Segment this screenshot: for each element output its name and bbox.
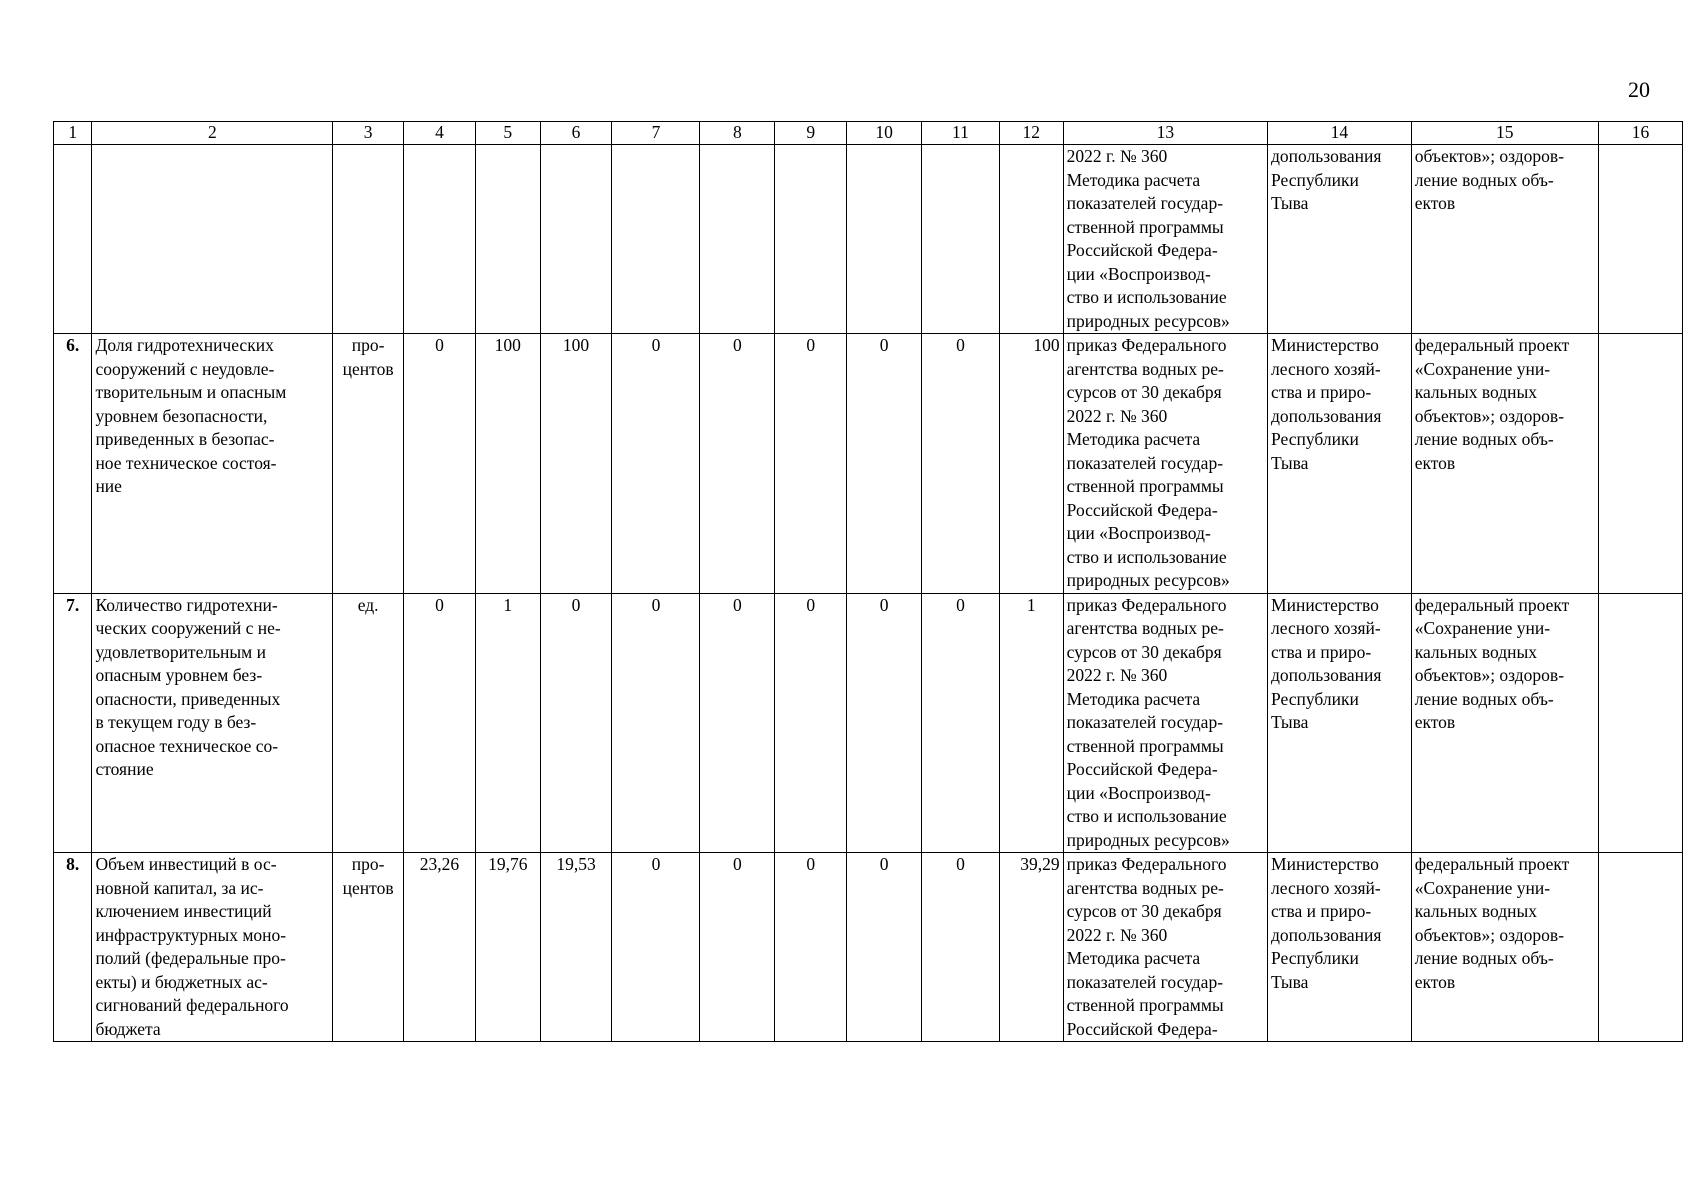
value-cell: 0 bbox=[700, 334, 775, 594]
responsible-cell: Министерство лесного хозяй- ства и приро- допользования Республики Тыва bbox=[1268, 593, 1412, 853]
indicators-table bbox=[53, 121, 1683, 1042]
unit-cell: ед. bbox=[333, 593, 404, 853]
column-16-cell bbox=[1598, 334, 1682, 594]
column-16-cell bbox=[1598, 145, 1682, 334]
indicator-name: Доля гидротехнических сооружений с неудовле- творительным и опасным уровнем безопасности, приведенных в безопас- ное техническое состоя- ние bbox=[92, 334, 333, 594]
value-cell bbox=[700, 145, 775, 334]
table-row bbox=[54, 853, 1683, 1042]
indicator-name bbox=[92, 145, 333, 334]
column-number: 11 bbox=[922, 122, 1000, 145]
basis-cell: 2022 г. № 360 Методика расчета показателей государ- ственной программы Российской Федера- ции «Воспроизвод- ство и использование природных ресурсов» bbox=[1063, 145, 1267, 334]
project-cell: федеральный проект «Сохранение уни- кальных водных объектов»; оздоров- ление водных объ- ектов bbox=[1411, 593, 1598, 853]
basis-cell: приказ Федерального агентства водных ре- сурсов от 30 декабря 2022 г. № 360 Методика расчета показателей государ- ственной программы Российской Федера- bbox=[1063, 853, 1267, 1042]
value-cell: 0 bbox=[404, 334, 476, 594]
column-number: 7 bbox=[612, 122, 700, 145]
value-cell: 19,76 bbox=[475, 853, 540, 1042]
unit-cell bbox=[333, 145, 404, 334]
column-number: 6 bbox=[540, 122, 612, 145]
project-cell: федеральный проект «Сохранение уни- кальных водных объектов»; оздоров- ление водных объ- ектов bbox=[1411, 853, 1598, 1042]
table-row bbox=[54, 334, 1683, 594]
basis-cell: приказ Федерального агентства водных ре- сурсов от 30 декабря 2022 г. № 360 Методика расчета показателей государ- ственной программы Российской Федера- ции «Воспроизвод- ство и использование природных ресурсов» bbox=[1063, 593, 1267, 853]
responsible-cell: допользования Республики Тыва bbox=[1268, 145, 1412, 334]
row-number: 6. bbox=[54, 334, 92, 594]
unit-cell: про- центов bbox=[333, 853, 404, 1042]
basis-cell: приказ Федерального агентства водных ре- сурсов от 30 декабря 2022 г. № 360 Методика расчета показателей государ- ственной программы Российской Федера- ции «Воспроизвод- ство и использование природных ресурсов» bbox=[1063, 334, 1267, 594]
column-number: 1 bbox=[54, 122, 92, 145]
indicator-name: Количество гидротехни- ческих сооружений с не- удовлетворительным и опасным уровнем без- опасности, приведенных в текущем году в без- опасное техническое со- стояние bbox=[92, 593, 333, 853]
value-cell: 0 bbox=[847, 593, 922, 853]
value-cell bbox=[999, 145, 1063, 334]
value-cell: 0 bbox=[775, 334, 847, 594]
value-cell: 0 bbox=[612, 593, 700, 853]
table-row bbox=[54, 145, 1683, 334]
value-cell bbox=[775, 145, 847, 334]
value-cell: 100 bbox=[999, 334, 1063, 594]
value-cell: 0 bbox=[922, 334, 1000, 594]
value-cell: 39,29 bbox=[999, 853, 1063, 1042]
responsible-cell: Министерство лесного хозяй- ства и приро- допользования Республики Тыва bbox=[1268, 853, 1412, 1042]
row-number bbox=[54, 145, 92, 334]
value-cell: 1 bbox=[999, 593, 1063, 853]
value-cell: 100 bbox=[475, 334, 540, 594]
value-cell: 0 bbox=[612, 853, 700, 1042]
project-cell: федеральный проект «Сохранение уни- кальных водных объектов»; оздоров- ление водных объ- ектов bbox=[1411, 334, 1598, 594]
column-number: 13 bbox=[1063, 122, 1267, 145]
value-cell bbox=[475, 145, 540, 334]
column-number: 4 bbox=[404, 122, 476, 145]
value-cell bbox=[922, 145, 1000, 334]
value-cell bbox=[612, 145, 700, 334]
value-cell: 0 bbox=[922, 853, 1000, 1042]
row-number: 8. bbox=[54, 853, 92, 1042]
value-cell: 0 bbox=[847, 334, 922, 594]
value-cell bbox=[847, 145, 922, 334]
project-cell: объектов»; оздоров- ление водных объ- ектов bbox=[1411, 145, 1598, 334]
value-cell: 23,26 bbox=[404, 853, 476, 1042]
value-cell: 0 bbox=[612, 334, 700, 594]
value-cell: 0 bbox=[922, 593, 1000, 853]
unit-cell: про- центов bbox=[333, 334, 404, 594]
value-cell: 0 bbox=[775, 853, 847, 1042]
value-cell: 0 bbox=[700, 593, 775, 853]
column-16-cell bbox=[1598, 593, 1682, 853]
column-number-row bbox=[54, 122, 1683, 145]
column-number: 12 bbox=[999, 122, 1063, 145]
column-number: 5 bbox=[475, 122, 540, 145]
value-cell: 0 bbox=[847, 853, 922, 1042]
column-number: 9 bbox=[775, 122, 847, 145]
column-number: 14 bbox=[1268, 122, 1412, 145]
value-cell: 100 bbox=[540, 334, 612, 594]
column-16-cell bbox=[1598, 853, 1682, 1042]
page-number: 20 bbox=[1628, 77, 1650, 102]
column-number: 10 bbox=[847, 122, 922, 145]
table-row bbox=[54, 593, 1683, 853]
value-cell bbox=[540, 145, 612, 334]
value-cell: 0 bbox=[700, 853, 775, 1042]
value-cell: 0 bbox=[775, 593, 847, 853]
value-cell: 0 bbox=[404, 593, 476, 853]
responsible-cell: Министерство лесного хозяй- ства и приро- допользования Республики Тыва bbox=[1268, 334, 1412, 594]
column-number: 16 bbox=[1598, 122, 1682, 145]
value-cell: 1 bbox=[475, 593, 540, 853]
row-number: 7. bbox=[54, 593, 92, 853]
column-number: 15 bbox=[1411, 122, 1598, 145]
column-number: 8 bbox=[700, 122, 775, 145]
value-cell: 19,53 bbox=[540, 853, 612, 1042]
indicator-name: Объем инвестиций в ос- новной капитал, за ис- ключением инвестиций инфраструктурных моно- полий (федеральные про- екты) и бюджетных ас- сигнований федерального бюджета bbox=[92, 853, 333, 1042]
column-number: 3 bbox=[333, 122, 404, 145]
value-cell bbox=[404, 145, 476, 334]
column-number: 2 bbox=[92, 122, 333, 145]
value-cell: 0 bbox=[540, 593, 612, 853]
